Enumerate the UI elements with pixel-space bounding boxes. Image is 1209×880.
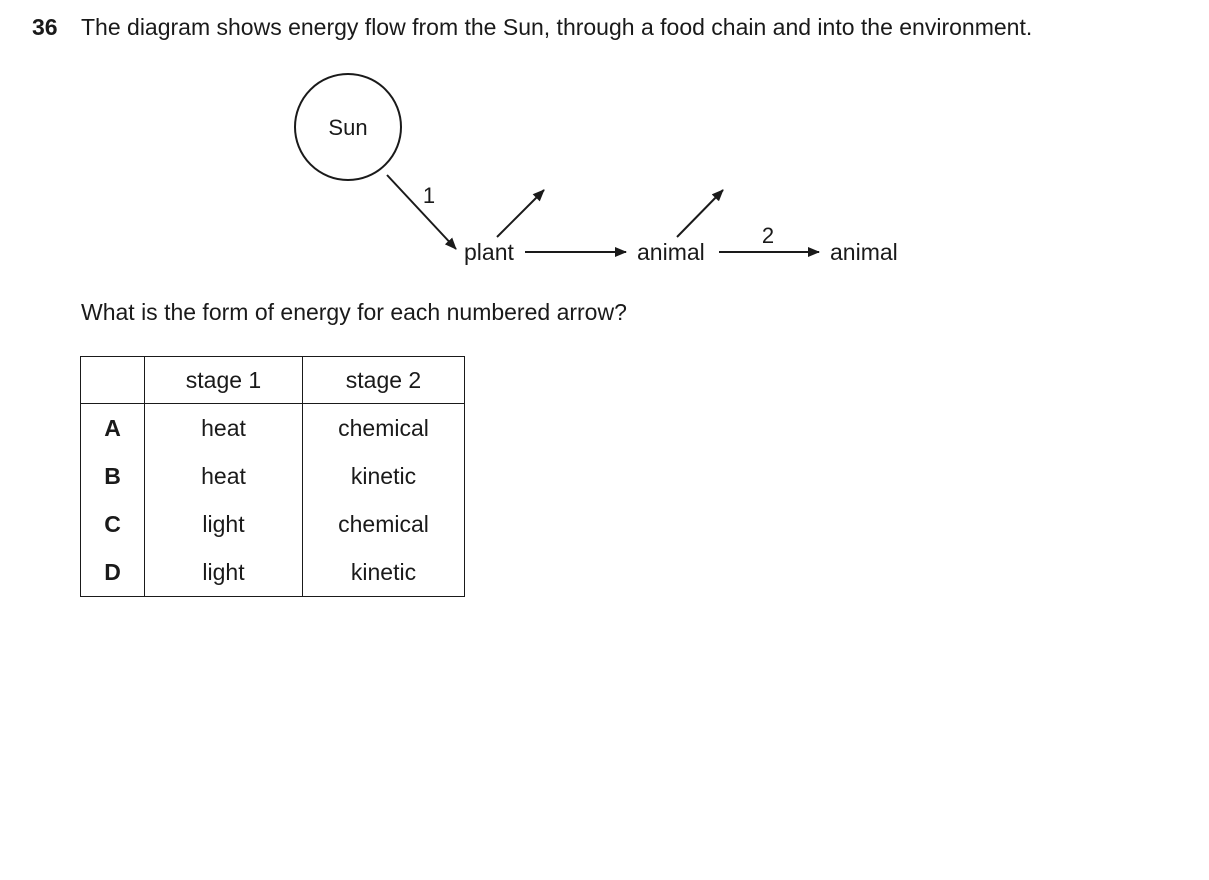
arrow-2-label: 2 [761, 223, 775, 248]
table-row [81, 548, 465, 597]
question-prompt: What is the form of energy for each numbered arrow? [81, 299, 627, 325]
node-plant: plant [464, 239, 514, 265]
header-key [81, 357, 145, 404]
header-stage-2: stage 2 [303, 357, 465, 404]
arrow-animal-heat-loss [677, 190, 723, 237]
option-key: C [81, 500, 145, 548]
header-stage-1: stage 1 [145, 357, 303, 404]
node-animal-2: animal [830, 239, 898, 265]
arrow-plant-heat-loss [497, 190, 544, 237]
energy-flow-diagram [0, 0, 1209, 300]
table-row [81, 452, 465, 500]
option-key: D [81, 548, 145, 597]
option-key: A [81, 404, 145, 453]
table-row [81, 404, 465, 453]
option-stage-1: heat [145, 404, 303, 453]
option-stage-2: kinetic [303, 548, 465, 597]
question-stem: The diagram shows energy flow from the Sun, through a food chain and into the environment. [81, 14, 1033, 40]
option-stage-1: light [145, 548, 303, 597]
answer-options-table [80, 356, 465, 597]
option-stage-2: kinetic [303, 452, 465, 500]
question-number: 36 [32, 14, 58, 40]
option-key: B [81, 452, 145, 500]
sun-label: Sun [328, 115, 368, 140]
option-stage-1: heat [145, 452, 303, 500]
option-stage-2: chemical [303, 500, 465, 548]
node-animal-1: animal [637, 239, 705, 265]
table-header-row [81, 357, 465, 404]
arrow-1 [387, 175, 456, 249]
table-row [81, 500, 465, 548]
arrow-1-label: 1 [422, 183, 436, 208]
option-stage-1: light [145, 500, 303, 548]
option-stage-2: chemical [303, 404, 465, 453]
